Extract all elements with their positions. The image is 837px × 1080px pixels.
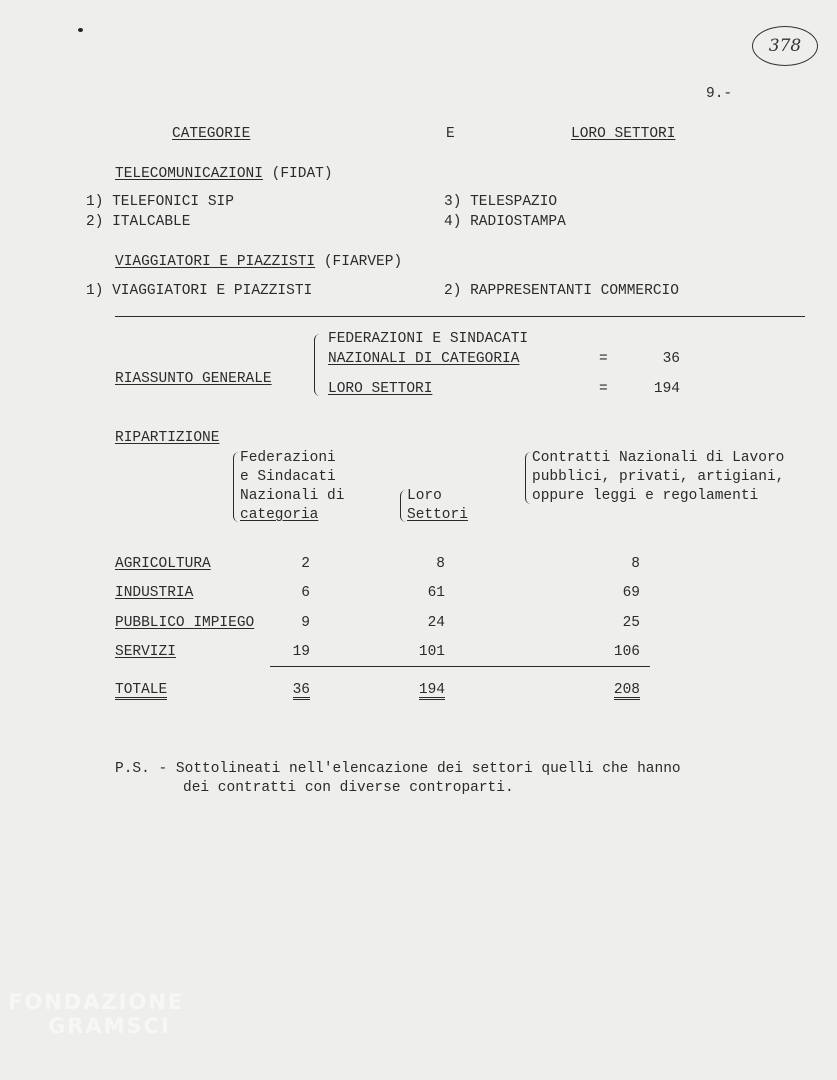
brace xyxy=(400,490,406,522)
footnote-line-1: P.S. - Sottolineati nell'elencazione dei settori quelli che hanno xyxy=(115,761,681,777)
list-item: 1) VIAGGIATORI E PIAZZISTI xyxy=(86,283,313,299)
section-title-telecomunicazioni: TELECOMUNICAZIONI (FIDAT) xyxy=(115,166,333,182)
header-e: E xyxy=(446,126,455,142)
table-cell-contratti: 8 xyxy=(631,556,640,572)
total-row-label: TOTALE xyxy=(115,682,168,698)
header-categorie: CATEGORIE xyxy=(172,126,251,142)
summary-label: RIASSUNTO GENERALE xyxy=(115,371,272,387)
col-header-federazioni: Federazioni xyxy=(240,450,336,466)
summary-value-settori: 194 xyxy=(653,381,680,397)
col-header-federazioni: Nazionali di xyxy=(240,488,345,504)
list-item: 3) TELESPAZIO xyxy=(444,194,558,210)
watermark-logo: FONDAZIONE GRAMSCI xyxy=(8,990,185,1038)
table-cell-settori: 61 xyxy=(427,585,445,601)
summary-line-2: NAZIONALI DI CATEGORIA xyxy=(328,351,520,367)
summary-value-federazioni: 36 xyxy=(662,351,680,367)
col-header-settori: Settori xyxy=(407,507,468,523)
table-cell-contratti: 106 xyxy=(613,644,640,660)
page-number: 9.- xyxy=(706,86,733,102)
list-item: 2) ITALCABLE xyxy=(86,214,191,230)
section-divider xyxy=(115,316,805,317)
equals-sign: = xyxy=(599,351,608,367)
col-header-federazioni: categoria xyxy=(240,507,319,523)
summary-line-1: FEDERAZIONI E SINDACATI xyxy=(328,331,529,347)
list-item: 2) RAPPRESENTANTI COMMERCIO xyxy=(444,283,679,299)
total-cell-federazioni: 36 xyxy=(292,682,310,698)
brace xyxy=(525,452,531,504)
col-header-contratti: Contratti Nazionali di Lavoro xyxy=(532,450,785,466)
table-row-label: SERVIZI xyxy=(115,644,176,660)
brace xyxy=(233,452,239,522)
list-item: 1) TELEFONICI SIP xyxy=(86,194,234,210)
header-loro-settori: LORO SETTORI xyxy=(571,126,676,142)
table-cell-contratti: 69 xyxy=(622,585,640,601)
summary-line-3: LORO SETTORI xyxy=(328,381,433,397)
total-cell-contratti: 208 xyxy=(613,682,640,698)
footnote-line-2: dei contratti con diverse controparti. xyxy=(183,780,514,796)
table-cell-federazioni: 9 xyxy=(301,615,310,631)
brace xyxy=(314,334,321,396)
breakdown-title: RIPARTIZIONE xyxy=(115,430,220,446)
table-cell-federazioni: 6 xyxy=(301,585,310,601)
col-header-contratti: oppure leggi e regolamenti xyxy=(532,488,759,504)
section-title-viaggiatori: VIAGGIATORI E PIAZZISTI (FIARVEP) xyxy=(115,254,403,270)
table-row-label: PUBBLICO IMPIEGO xyxy=(115,615,255,631)
table-row-label: AGRICOLTURA xyxy=(115,556,211,572)
table-cell-federazioni: 2 xyxy=(301,556,310,572)
total-cell-settori: 194 xyxy=(418,682,445,698)
table-cell-settori: 101 xyxy=(418,644,445,660)
table-cell-contratti: 25 xyxy=(622,615,640,631)
col-header-federazioni: e Sindacati xyxy=(240,469,336,485)
table-cell-settori: 24 xyxy=(427,615,445,631)
table-cell-settori: 8 xyxy=(436,556,445,572)
total-divider xyxy=(270,666,650,667)
list-item: 4) RADIOSTAMPA xyxy=(444,214,566,230)
col-header-settori: Loro xyxy=(407,488,442,504)
equals-sign: = xyxy=(599,381,608,397)
archive-stamp: 378 xyxy=(752,26,818,66)
table-row-label: INDUSTRIA xyxy=(115,585,194,601)
col-header-contratti: pubblici, privati, artigiani, xyxy=(532,469,785,485)
table-cell-federazioni: 19 xyxy=(292,644,310,660)
ink-speck xyxy=(78,28,83,32)
